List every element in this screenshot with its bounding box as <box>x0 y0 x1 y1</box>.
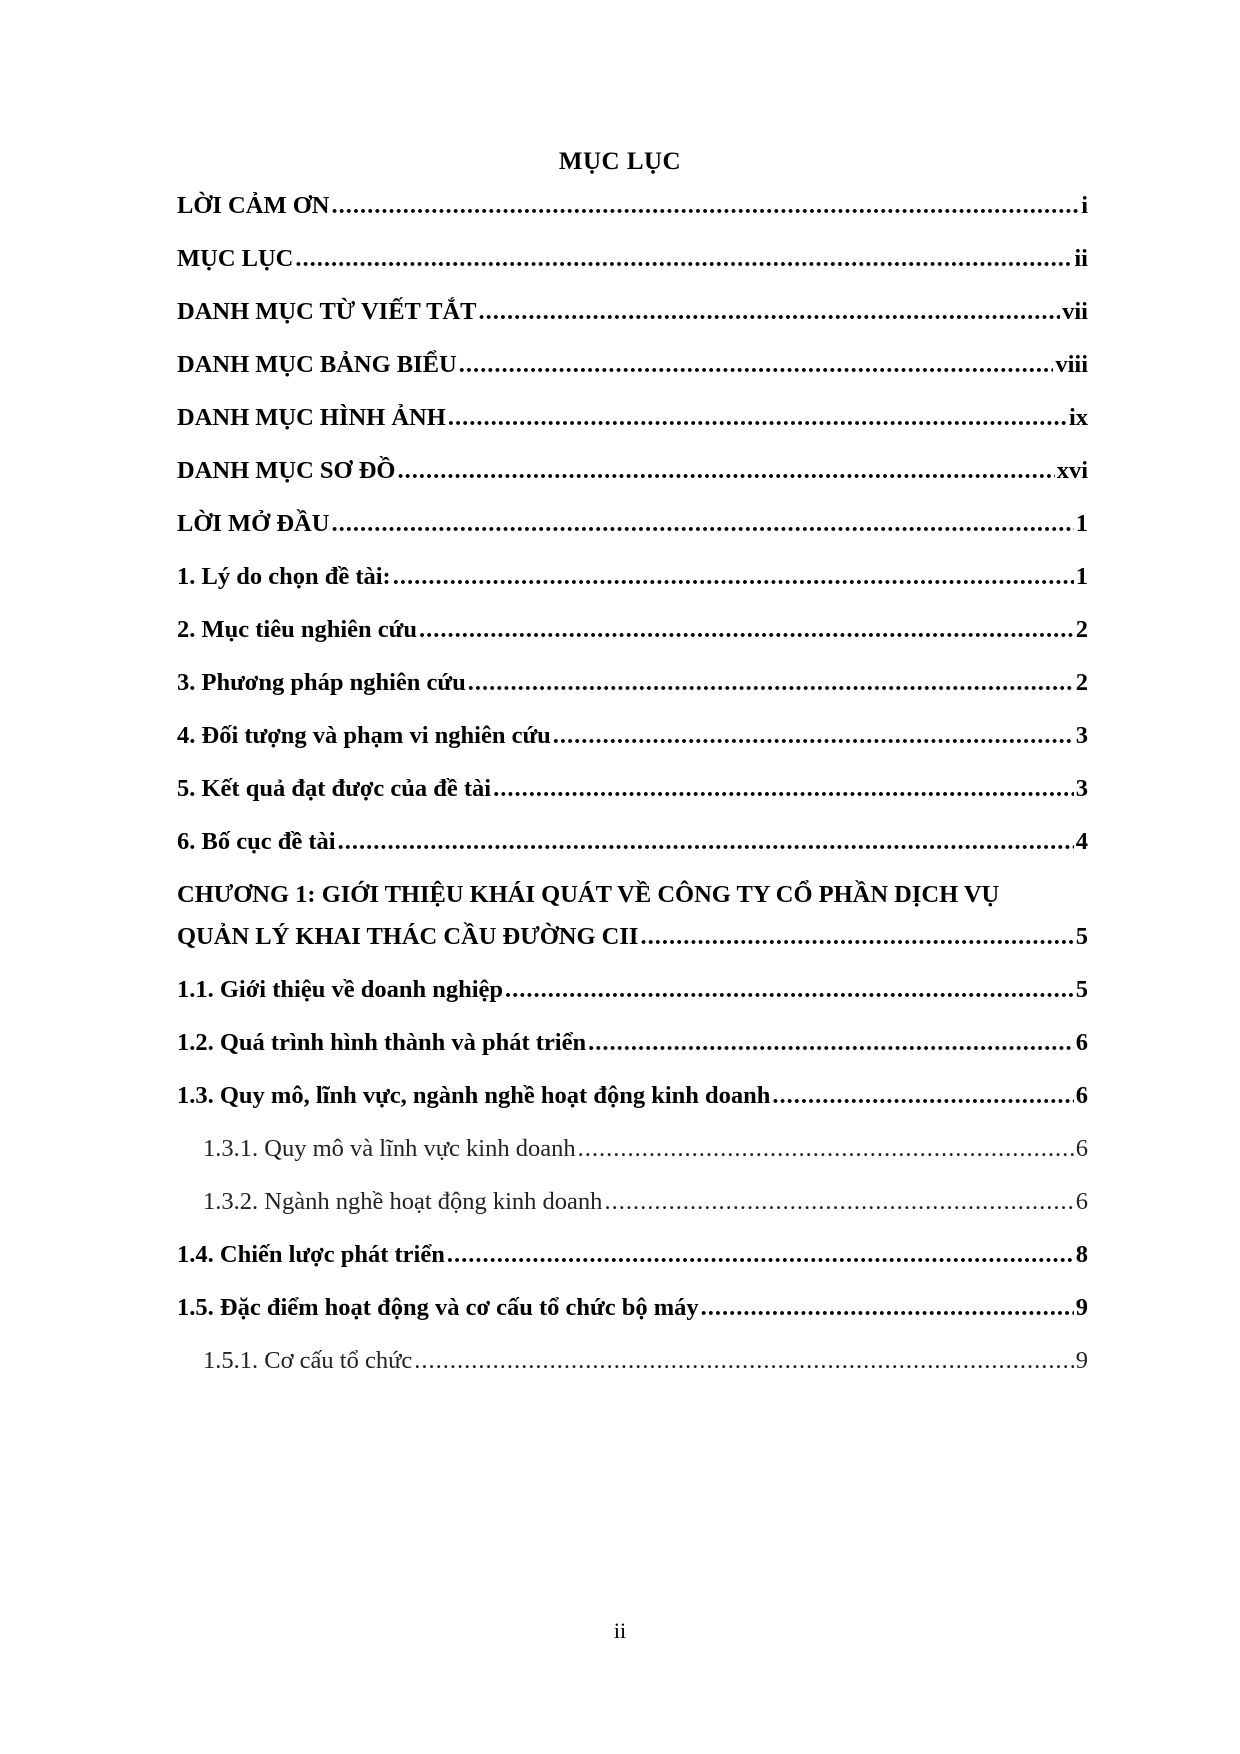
toc-entry-page: xvi <box>1056 457 1088 484</box>
toc-entry-page: 5 <box>1075 976 1088 1003</box>
toc-leader <box>553 721 1074 751</box>
toc-leader <box>479 297 1061 327</box>
toc-entry-page: 2 <box>1075 669 1088 696</box>
toc-entry-page: ii <box>1074 245 1088 272</box>
toc-leader <box>295 244 1072 274</box>
toc-leader <box>493 774 1074 804</box>
toc-leader <box>447 1240 1074 1270</box>
toc-leader <box>397 456 1054 486</box>
toc-entry-label: 2. Mục tiêu nghiên cứu <box>177 616 417 643</box>
toc-entry-page: 3 <box>1075 775 1088 802</box>
toc-entry-label: QUẢN LÝ KHAI THÁC CẦU ĐƯỜNG CII <box>177 923 639 950</box>
toc-entry-label: 1.5. Đặc điểm hoạt động và cơ cấu tổ chức bộ máy <box>177 1294 699 1321</box>
toc-entry-label: 1.3. Quy mô, lĩnh vực, ngành nghề hoạt động kinh doanh <box>177 1082 771 1109</box>
toc-leader <box>701 1293 1074 1323</box>
toc-entry[interactable] <box>177 1293 1088 1323</box>
toc-entry-page: viii <box>1055 351 1088 378</box>
toc-entry-page: 3 <box>1075 722 1088 749</box>
toc-leader <box>604 1187 1073 1217</box>
toc-leader <box>468 668 1074 698</box>
toc-entry[interactable] <box>177 668 1088 698</box>
toc-subentry[interactable] <box>203 1346 1088 1376</box>
toc-entry-label: 1.5.1. Cơ cấu tổ chức <box>203 1347 413 1374</box>
toc-entry[interactable] <box>177 721 1088 751</box>
toc-leader <box>448 403 1067 433</box>
toc-entry[interactable] <box>177 191 1088 221</box>
toc-chapter-label-line1: CHƯƠNG 1: GIỚI THIỆU KHÁI QUÁT VỀ CÔNG TY CỔ PHẦN DỊCH VỤ <box>177 881 1000 908</box>
toc-entry-label: LỜI CẢM ƠN <box>177 192 330 219</box>
page-title: MỤC LỤC <box>558 148 682 175</box>
toc-entry-label: 5. Kết quả đạt được của đề tài <box>177 775 492 802</box>
toc-subentry[interactable] <box>203 1134 1088 1164</box>
toc-entry-label: DANH MỤC TỪ VIẾT TẮT <box>177 298 477 325</box>
toc-leader <box>640 922 1073 952</box>
toc-entry-page: 9 <box>1075 1347 1088 1374</box>
toc-entry-page: i <box>1081 192 1088 219</box>
toc-entry-page: 9 <box>1075 1294 1088 1321</box>
toc-entry[interactable] <box>177 975 1088 1005</box>
toc-leader <box>331 509 1073 539</box>
toc-entry-label: DANH MỤC HÌNH ẢNH <box>177 404 446 431</box>
toc-entry-label: 1.4. Chiến lược phát triển <box>177 1241 445 1268</box>
toc-leader <box>505 975 1074 1005</box>
toc-leader <box>414 1346 1073 1376</box>
page-number: ii <box>613 1618 627 1643</box>
toc-entry-label: 1. Lý do chọn đề tài: <box>177 563 391 590</box>
toc-entry-label: 1.3.1. Quy mô và lĩnh vực kinh doanh <box>203 1135 576 1162</box>
toc-entry[interactable] <box>177 1028 1088 1058</box>
toc-entry[interactable] <box>177 827 1088 857</box>
toc-entry[interactable] <box>177 615 1088 645</box>
toc-entry-page: 4 <box>1075 828 1088 855</box>
toc-entry-page: 6 <box>1075 1188 1088 1215</box>
toc-entry-label: 3. Phương pháp nghiên cứu <box>177 669 466 696</box>
toc-leader <box>588 1028 1074 1058</box>
toc-entry[interactable] <box>177 922 1088 952</box>
toc-entry[interactable] <box>177 456 1088 486</box>
toc-entry[interactable] <box>177 1081 1088 1111</box>
toc-leader <box>419 615 1074 645</box>
toc-entry[interactable] <box>177 509 1088 539</box>
toc-entry-page: 6 <box>1075 1082 1088 1109</box>
toc-entry-page: 5 <box>1075 923 1088 950</box>
toc-entry[interactable] <box>177 350 1088 380</box>
toc-entry-label: 1.2. Quá trình hình thành và phát triển <box>177 1029 587 1056</box>
toc-entry-page: 2 <box>1075 616 1088 643</box>
toc-entry-label: DANH MỤC SƠ ĐỒ <box>177 457 396 484</box>
toc-leader <box>772 1081 1073 1111</box>
toc-entry[interactable] <box>177 774 1088 804</box>
toc-entry-label: 4. Đối tượng và phạm vi nghiên cứu <box>177 722 551 749</box>
toc-leader <box>331 191 1079 221</box>
toc-entry-label: 1.3.2. Ngành nghề hoạt động kinh doanh <box>203 1188 603 1215</box>
toc-entry[interactable] <box>177 297 1088 327</box>
toc-leader <box>338 827 1074 857</box>
toc-entry-page: ix <box>1068 404 1088 431</box>
toc-entry[interactable] <box>177 403 1088 433</box>
toc-entry-label: LỜI MỞ ĐẦU <box>177 510 330 537</box>
toc-entry-page: 8 <box>1075 1241 1088 1268</box>
toc-entry-page: vii <box>1062 298 1088 325</box>
toc-entry-page: 6 <box>1075 1029 1088 1056</box>
toc-entry[interactable] <box>177 244 1088 274</box>
toc-entry-page: 6 <box>1075 1135 1088 1162</box>
toc-leader <box>578 1134 1074 1164</box>
toc-entry-page: 1 <box>1075 563 1088 590</box>
toc-subentry[interactable] <box>203 1187 1088 1217</box>
toc-leader <box>459 350 1054 380</box>
toc-entry[interactable] <box>177 562 1088 592</box>
toc-entry-label: MỤC LỤC <box>177 245 294 272</box>
toc-entry-page: 1 <box>1075 510 1088 537</box>
toc-entry[interactable] <box>177 1240 1088 1270</box>
toc-entry-chapter-heading[interactable] <box>177 880 1088 910</box>
toc-leader <box>393 562 1074 592</box>
toc-entry-label: 6. Bố cục đề tài <box>177 828 336 855</box>
toc-entry-label: 1.1. Giới thiệu về doanh nghiệp <box>177 976 504 1003</box>
toc-entry-label: DANH MỤC BẢNG BIỂU <box>177 351 457 378</box>
